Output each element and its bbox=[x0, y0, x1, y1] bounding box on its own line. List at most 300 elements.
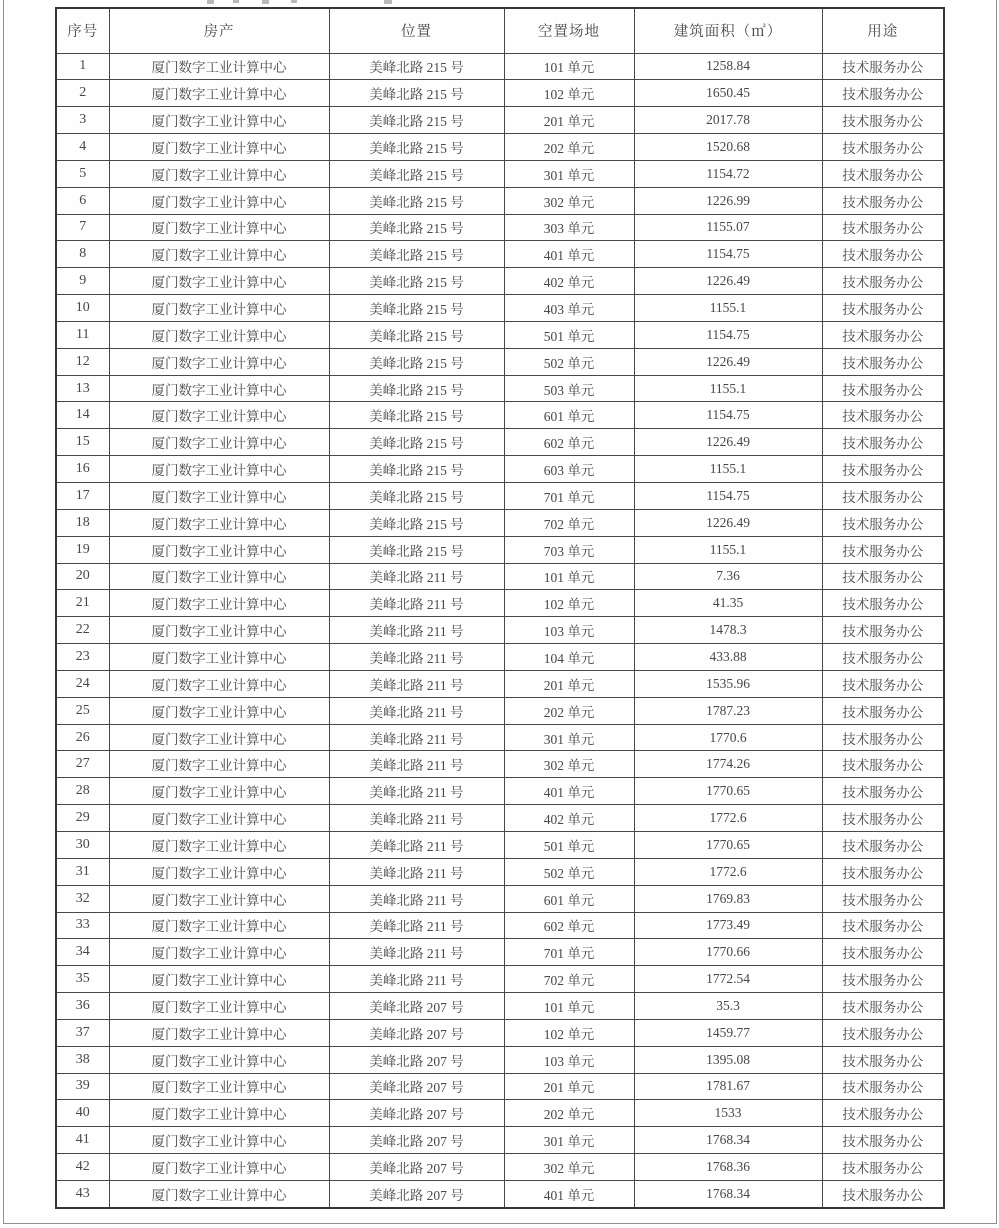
cell-area: 1258.84 bbox=[634, 53, 822, 80]
cell-usage: 技术服务办公 bbox=[822, 885, 944, 912]
cell-usage: 技术服务办公 bbox=[822, 348, 944, 375]
cell-index: 33 bbox=[56, 912, 109, 939]
cell-location: 美峰北路 215 号 bbox=[329, 107, 504, 134]
cell-location: 美峰北路 207 号 bbox=[329, 1100, 504, 1127]
cell-index: 42 bbox=[56, 1154, 109, 1181]
table-row bbox=[56, 1180, 944, 1208]
cell-unit: 201 单元 bbox=[504, 1073, 634, 1100]
cell-index: 31 bbox=[56, 858, 109, 885]
cell-usage: 技术服务办公 bbox=[822, 1073, 944, 1100]
cell-usage: 技术服务办公 bbox=[822, 295, 944, 322]
cell-location: 美峰北路 211 号 bbox=[329, 831, 504, 858]
cell-location: 美峰北路 207 号 bbox=[329, 1154, 504, 1181]
cell-index: 37 bbox=[56, 1019, 109, 1046]
cell-index: 10 bbox=[56, 295, 109, 322]
cell-location: 美峰北路 211 号 bbox=[329, 563, 504, 590]
cell-unit: 703 单元 bbox=[504, 536, 634, 563]
cell-location: 美峰北路 207 号 bbox=[329, 1180, 504, 1208]
cell-area: 1520.68 bbox=[634, 134, 822, 161]
table-row bbox=[56, 885, 944, 912]
table-row bbox=[56, 1046, 944, 1073]
cell-location: 美峰北路 207 号 bbox=[329, 1046, 504, 1073]
table-row bbox=[56, 295, 944, 322]
cell-index: 22 bbox=[56, 617, 109, 644]
cell-property: 厦门数字工业计算中心 bbox=[109, 563, 329, 590]
table-row bbox=[56, 1073, 944, 1100]
cell-usage: 技术服务办公 bbox=[822, 563, 944, 590]
cell-property: 厦门数字工业计算中心 bbox=[109, 509, 329, 536]
cell-property: 厦门数字工业计算中心 bbox=[109, 536, 329, 563]
cell-index: 8 bbox=[56, 241, 109, 268]
cell-area: 1395.08 bbox=[634, 1046, 822, 1073]
cell-property: 厦门数字工业计算中心 bbox=[109, 724, 329, 751]
cell-index: 3 bbox=[56, 107, 109, 134]
cell-unit: 701 单元 bbox=[504, 483, 634, 510]
cell-unit: 403 单元 bbox=[504, 295, 634, 322]
table-row bbox=[56, 1100, 944, 1127]
cell-area: 1154.75 bbox=[634, 241, 822, 268]
cell-usage: 技术服务办公 bbox=[822, 536, 944, 563]
cell-index: 24 bbox=[56, 670, 109, 697]
cell-location: 美峰北路 211 号 bbox=[329, 885, 504, 912]
cell-area: 7.36 bbox=[634, 563, 822, 590]
cell-area: 1768.34 bbox=[634, 1127, 822, 1154]
cell-unit: 503 单元 bbox=[504, 375, 634, 402]
cell-usage: 技术服务办公 bbox=[822, 617, 944, 644]
cell-index: 2 bbox=[56, 80, 109, 107]
cell-location: 美峰北路 207 号 bbox=[329, 1073, 504, 1100]
cell-usage: 技术服务办公 bbox=[822, 670, 944, 697]
cell-property: 厦门数字工业计算中心 bbox=[109, 805, 329, 832]
cell-unit: 402 单元 bbox=[504, 268, 634, 295]
table-row bbox=[56, 670, 944, 697]
cell-unit: 402 单元 bbox=[504, 805, 634, 832]
cell-location: 美峰北路 211 号 bbox=[329, 697, 504, 724]
cell-location: 美峰北路 215 号 bbox=[329, 402, 504, 429]
cell-usage: 技术服务办公 bbox=[822, 107, 944, 134]
cell-area: 1772.6 bbox=[634, 805, 822, 832]
cell-property: 厦门数字工业计算中心 bbox=[109, 885, 329, 912]
table-row bbox=[56, 187, 944, 214]
cell-location: 美峰北路 215 号 bbox=[329, 187, 504, 214]
cell-property: 厦门数字工业计算中心 bbox=[109, 1073, 329, 1100]
cell-unit: 301 单元 bbox=[504, 1127, 634, 1154]
cell-area: 1787.23 bbox=[634, 697, 822, 724]
cell-unit: 201 单元 bbox=[504, 670, 634, 697]
cell-property: 厦门数字工业计算中心 bbox=[109, 268, 329, 295]
cell-usage: 技术服务办公 bbox=[822, 1019, 944, 1046]
cell-location: 美峰北路 215 号 bbox=[329, 53, 504, 80]
cell-property: 厦门数字工业计算中心 bbox=[109, 1154, 329, 1181]
cell-unit: 702 单元 bbox=[504, 509, 634, 536]
cell-index: 18 bbox=[56, 509, 109, 536]
cell-index: 14 bbox=[56, 402, 109, 429]
cell-area: 2017.78 bbox=[634, 107, 822, 134]
column-header-index: 序号 bbox=[56, 8, 109, 53]
clipped-text-mark bbox=[291, 0, 297, 3]
table-row bbox=[56, 241, 944, 268]
cell-usage: 技术服务办公 bbox=[822, 751, 944, 778]
cell-property: 厦门数字工业计算中心 bbox=[109, 53, 329, 80]
cell-usage: 技术服务办公 bbox=[822, 134, 944, 161]
cell-area: 1770.66 bbox=[634, 939, 822, 966]
cell-usage: 技术服务办公 bbox=[822, 939, 944, 966]
cell-usage: 技术服务办公 bbox=[822, 644, 944, 671]
cell-index: 38 bbox=[56, 1046, 109, 1073]
cell-unit: 202 单元 bbox=[504, 697, 634, 724]
cell-location: 美峰北路 215 号 bbox=[329, 295, 504, 322]
cell-location: 美峰北路 215 号 bbox=[329, 134, 504, 161]
clipped-text-mark bbox=[207, 0, 214, 4]
cell-property: 厦门数字工业计算中心 bbox=[109, 107, 329, 134]
cell-location: 美峰北路 215 号 bbox=[329, 456, 504, 483]
cell-index: 17 bbox=[56, 483, 109, 510]
cell-usage: 技术服务办公 bbox=[822, 1127, 944, 1154]
table-row bbox=[56, 1019, 944, 1046]
cell-index: 23 bbox=[56, 644, 109, 671]
table-body bbox=[56, 53, 944, 1208]
cell-usage: 技术服务办公 bbox=[822, 966, 944, 993]
cell-area: 1650.45 bbox=[634, 80, 822, 107]
cell-unit: 303 单元 bbox=[504, 214, 634, 241]
cell-index: 39 bbox=[56, 1073, 109, 1100]
table-row bbox=[56, 590, 944, 617]
cell-property: 厦门数字工业计算中心 bbox=[109, 670, 329, 697]
cell-usage: 技术服务办公 bbox=[822, 456, 944, 483]
table-row bbox=[56, 348, 944, 375]
cell-area: 1154.75 bbox=[634, 402, 822, 429]
column-header-property: 房产 bbox=[109, 8, 329, 53]
cell-location: 美峰北路 211 号 bbox=[329, 644, 504, 671]
cell-property: 厦门数字工业计算中心 bbox=[109, 483, 329, 510]
cell-area: 1781.67 bbox=[634, 1073, 822, 1100]
cell-unit: 602 单元 bbox=[504, 429, 634, 456]
cell-usage: 技术服务办公 bbox=[822, 1046, 944, 1073]
cell-property: 厦门数字工业计算中心 bbox=[109, 1127, 329, 1154]
clipped-text-mark bbox=[233, 0, 239, 3]
cell-index: 32 bbox=[56, 885, 109, 912]
table-row bbox=[56, 375, 944, 402]
cell-unit: 502 单元 bbox=[504, 858, 634, 885]
cell-location: 美峰北路 215 号 bbox=[329, 214, 504, 241]
table-row bbox=[56, 831, 944, 858]
clipped-text-mark bbox=[384, 0, 392, 4]
cell-property: 厦门数字工业计算中心 bbox=[109, 429, 329, 456]
cell-property: 厦门数字工业计算中心 bbox=[109, 617, 329, 644]
cell-location: 美峰北路 211 号 bbox=[329, 858, 504, 885]
cell-area: 1770.65 bbox=[634, 831, 822, 858]
cell-index: 34 bbox=[56, 939, 109, 966]
cell-usage: 技术服务办公 bbox=[822, 187, 944, 214]
table-header bbox=[56, 8, 944, 53]
cell-area: 1226.49 bbox=[634, 429, 822, 456]
cell-index: 41 bbox=[56, 1127, 109, 1154]
cell-usage: 技术服务办公 bbox=[822, 1180, 944, 1208]
cell-location: 美峰北路 215 号 bbox=[329, 321, 504, 348]
cell-area: 1459.77 bbox=[634, 1019, 822, 1046]
table-row bbox=[56, 993, 944, 1020]
cell-index: 20 bbox=[56, 563, 109, 590]
cell-location: 美峰北路 211 号 bbox=[329, 805, 504, 832]
cell-area: 1226.99 bbox=[634, 187, 822, 214]
cell-index: 19 bbox=[56, 536, 109, 563]
cell-usage: 技术服务办公 bbox=[822, 268, 944, 295]
cell-area: 35.3 bbox=[634, 993, 822, 1020]
cell-location: 美峰北路 211 号 bbox=[329, 912, 504, 939]
cell-unit: 502 单元 bbox=[504, 348, 634, 375]
cell-property: 厦门数字工业计算中心 bbox=[109, 160, 329, 187]
table-row bbox=[56, 268, 944, 295]
cell-location: 美峰北路 211 号 bbox=[329, 751, 504, 778]
table-row bbox=[56, 1127, 944, 1154]
cell-area: 1774.26 bbox=[634, 751, 822, 778]
cell-location: 美峰北路 215 号 bbox=[329, 509, 504, 536]
cell-location: 美峰北路 215 号 bbox=[329, 80, 504, 107]
cell-index: 4 bbox=[56, 134, 109, 161]
cell-unit: 301 单元 bbox=[504, 160, 634, 187]
cell-usage: 技术服务办公 bbox=[822, 805, 944, 832]
cell-property: 厦门数字工业计算中心 bbox=[109, 375, 329, 402]
table-row bbox=[56, 563, 944, 590]
cell-usage: 技术服务办公 bbox=[822, 321, 944, 348]
cell-index: 5 bbox=[56, 160, 109, 187]
cell-usage: 技术服务办公 bbox=[822, 993, 944, 1020]
cell-location: 美峰北路 215 号 bbox=[329, 375, 504, 402]
cell-unit: 301 单元 bbox=[504, 724, 634, 751]
cell-property: 厦门数字工业计算中心 bbox=[109, 295, 329, 322]
cell-area: 1768.36 bbox=[634, 1154, 822, 1181]
cell-area: 1154.75 bbox=[634, 321, 822, 348]
cell-index: 9 bbox=[56, 268, 109, 295]
cell-usage: 技术服务办公 bbox=[822, 858, 944, 885]
column-header-floor-area: 建筑面积（㎡） bbox=[634, 8, 822, 53]
cell-location: 美峰北路 211 号 bbox=[329, 778, 504, 805]
table-row bbox=[56, 456, 944, 483]
cell-unit: 302 单元 bbox=[504, 751, 634, 778]
table-row bbox=[56, 939, 944, 966]
cell-location: 美峰北路 211 号 bbox=[329, 966, 504, 993]
cell-property: 厦门数字工业计算中心 bbox=[109, 939, 329, 966]
cell-area: 1226.49 bbox=[634, 268, 822, 295]
cell-usage: 技术服务办公 bbox=[822, 483, 944, 510]
cell-index: 25 bbox=[56, 697, 109, 724]
cell-area: 1478.3 bbox=[634, 617, 822, 644]
cell-property: 厦门数字工业计算中心 bbox=[109, 187, 329, 214]
cell-index: 16 bbox=[56, 456, 109, 483]
cell-unit: 103 单元 bbox=[504, 1046, 634, 1073]
cell-usage: 技术服务办公 bbox=[822, 509, 944, 536]
cell-unit: 702 单元 bbox=[504, 966, 634, 993]
cell-usage: 技术服务办公 bbox=[822, 429, 944, 456]
cell-property: 厦门数字工业计算中心 bbox=[109, 1019, 329, 1046]
cell-index: 40 bbox=[56, 1100, 109, 1127]
cell-index: 36 bbox=[56, 993, 109, 1020]
cell-usage: 技术服务办公 bbox=[822, 53, 944, 80]
cell-unit: 102 单元 bbox=[504, 1019, 634, 1046]
cell-usage: 技术服务办公 bbox=[822, 778, 944, 805]
cell-usage: 技术服务办公 bbox=[822, 590, 944, 617]
cell-area: 1155.1 bbox=[634, 375, 822, 402]
table-row bbox=[56, 1154, 944, 1181]
cell-usage: 技术服务办公 bbox=[822, 912, 944, 939]
table-row bbox=[56, 321, 944, 348]
cell-area: 1772.6 bbox=[634, 858, 822, 885]
cell-area: 1772.54 bbox=[634, 966, 822, 993]
cell-property: 厦门数字工业计算中心 bbox=[109, 348, 329, 375]
table-row bbox=[56, 134, 944, 161]
cell-location: 美峰北路 215 号 bbox=[329, 429, 504, 456]
cell-property: 厦门数字工业计算中心 bbox=[109, 778, 329, 805]
cell-property: 厦门数字工业计算中心 bbox=[109, 644, 329, 671]
table-row bbox=[56, 617, 944, 644]
table-row bbox=[56, 429, 944, 456]
table-row bbox=[56, 966, 944, 993]
table-row bbox=[56, 751, 944, 778]
cell-unit: 701 单元 bbox=[504, 939, 634, 966]
table-row bbox=[56, 858, 944, 885]
cell-area: 1770.6 bbox=[634, 724, 822, 751]
column-header-usage: 用途 bbox=[822, 8, 944, 53]
table-row bbox=[56, 107, 944, 134]
cell-usage: 技术服务办公 bbox=[822, 697, 944, 724]
table-row bbox=[56, 402, 944, 429]
cell-index: 26 bbox=[56, 724, 109, 751]
cell-location: 美峰北路 207 号 bbox=[329, 1019, 504, 1046]
cell-usage: 技术服务办公 bbox=[822, 80, 944, 107]
cell-unit: 104 单元 bbox=[504, 644, 634, 671]
cell-property: 厦门数字工业计算中心 bbox=[109, 402, 329, 429]
cell-property: 厦门数字工业计算中心 bbox=[109, 134, 329, 161]
cell-property: 厦门数字工业计算中心 bbox=[109, 831, 329, 858]
table-row bbox=[56, 805, 944, 832]
cell-location: 美峰北路 215 号 bbox=[329, 268, 504, 295]
cell-unit: 601 单元 bbox=[504, 402, 634, 429]
cell-usage: 技术服务办公 bbox=[822, 241, 944, 268]
cell-unit: 201 单元 bbox=[504, 107, 634, 134]
table-row bbox=[56, 509, 944, 536]
cell-location: 美峰北路 215 号 bbox=[329, 241, 504, 268]
cell-unit: 401 单元 bbox=[504, 1180, 634, 1208]
cell-property: 厦门数字工业计算中心 bbox=[109, 751, 329, 778]
cell-area: 1226.49 bbox=[634, 348, 822, 375]
cell-index: 28 bbox=[56, 778, 109, 805]
cell-location: 美峰北路 211 号 bbox=[329, 590, 504, 617]
table-row bbox=[56, 644, 944, 671]
cell-unit: 202 单元 bbox=[504, 134, 634, 161]
cell-unit: 302 单元 bbox=[504, 187, 634, 214]
cell-area: 1535.96 bbox=[634, 670, 822, 697]
cell-unit: 501 单元 bbox=[504, 321, 634, 348]
cell-location: 美峰北路 211 号 bbox=[329, 724, 504, 751]
cell-index: 7 bbox=[56, 214, 109, 241]
table-row bbox=[56, 160, 944, 187]
cell-property: 厦门数字工业计算中心 bbox=[109, 321, 329, 348]
cell-location: 美峰北路 215 号 bbox=[329, 536, 504, 563]
cell-area: 1154.75 bbox=[634, 483, 822, 510]
cell-area: 1155.1 bbox=[634, 536, 822, 563]
cell-index: 29 bbox=[56, 805, 109, 832]
cell-property: 厦门数字工业计算中心 bbox=[109, 1180, 329, 1208]
cell-index: 43 bbox=[56, 1180, 109, 1208]
cell-index: 27 bbox=[56, 751, 109, 778]
vacant-premises-table bbox=[55, 7, 945, 1209]
cell-area: 1155.1 bbox=[634, 456, 822, 483]
table-row bbox=[56, 724, 944, 751]
cell-unit: 102 单元 bbox=[504, 80, 634, 107]
cell-index: 13 bbox=[56, 375, 109, 402]
cell-index: 11 bbox=[56, 321, 109, 348]
column-header-location: 位置 bbox=[329, 8, 504, 53]
cell-area: 1226.49 bbox=[634, 509, 822, 536]
cell-area: 1533 bbox=[634, 1100, 822, 1127]
table-header-row bbox=[56, 8, 944, 53]
cell-location: 美峰北路 211 号 bbox=[329, 617, 504, 644]
table-row bbox=[56, 536, 944, 563]
cell-location: 美峰北路 215 号 bbox=[329, 160, 504, 187]
table-row bbox=[56, 53, 944, 80]
cell-location: 美峰北路 211 号 bbox=[329, 939, 504, 966]
cell-unit: 302 单元 bbox=[504, 1154, 634, 1181]
cell-unit: 401 单元 bbox=[504, 241, 634, 268]
table-row bbox=[56, 80, 944, 107]
cell-index: 21 bbox=[56, 590, 109, 617]
cell-index: 12 bbox=[56, 348, 109, 375]
cell-usage: 技术服务办公 bbox=[822, 214, 944, 241]
cell-unit: 602 单元 bbox=[504, 912, 634, 939]
table-row bbox=[56, 483, 944, 510]
cell-area: 1155.07 bbox=[634, 214, 822, 241]
cell-unit: 103 单元 bbox=[504, 617, 634, 644]
cell-index: 6 bbox=[56, 187, 109, 214]
cell-usage: 技术服务办公 bbox=[822, 831, 944, 858]
cell-usage: 技术服务办公 bbox=[822, 375, 944, 402]
cell-property: 厦门数字工业计算中心 bbox=[109, 993, 329, 1020]
table-row bbox=[56, 214, 944, 241]
cell-area: 1769.83 bbox=[634, 885, 822, 912]
cell-unit: 202 单元 bbox=[504, 1100, 634, 1127]
table-row bbox=[56, 912, 944, 939]
cell-usage: 技术服务办公 bbox=[822, 724, 944, 751]
cell-unit: 501 单元 bbox=[504, 831, 634, 858]
cell-unit: 101 单元 bbox=[504, 53, 634, 80]
cell-index: 30 bbox=[56, 831, 109, 858]
column-header-vacant-unit: 空置场地 bbox=[504, 8, 634, 53]
cell-location: 美峰北路 207 号 bbox=[329, 993, 504, 1020]
cell-area: 1768.34 bbox=[634, 1180, 822, 1208]
cell-property: 厦门数字工业计算中心 bbox=[109, 966, 329, 993]
cell-usage: 技术服务办公 bbox=[822, 1154, 944, 1181]
cell-area: 1154.72 bbox=[634, 160, 822, 187]
cell-usage: 技术服务办公 bbox=[822, 1100, 944, 1127]
cell-property: 厦门数字工业计算中心 bbox=[109, 590, 329, 617]
cell-location: 美峰北路 207 号 bbox=[329, 1127, 504, 1154]
cell-location: 美峰北路 215 号 bbox=[329, 348, 504, 375]
cell-property: 厦门数字工业计算中心 bbox=[109, 697, 329, 724]
cell-property: 厦门数字工业计算中心 bbox=[109, 80, 329, 107]
clipped-text-mark bbox=[262, 0, 269, 4]
cell-area: 41.35 bbox=[634, 590, 822, 617]
table-row bbox=[56, 697, 944, 724]
cell-location: 美峰北路 211 号 bbox=[329, 670, 504, 697]
cell-property: 厦门数字工业计算中心 bbox=[109, 1100, 329, 1127]
cell-unit: 603 单元 bbox=[504, 456, 634, 483]
cell-unit: 101 单元 bbox=[504, 993, 634, 1020]
cell-unit: 401 单元 bbox=[504, 778, 634, 805]
cell-usage: 技术服务办公 bbox=[822, 402, 944, 429]
cell-property: 厦门数字工业计算中心 bbox=[109, 1046, 329, 1073]
cell-property: 厦门数字工业计算中心 bbox=[109, 456, 329, 483]
cell-property: 厦门数字工业计算中心 bbox=[109, 858, 329, 885]
